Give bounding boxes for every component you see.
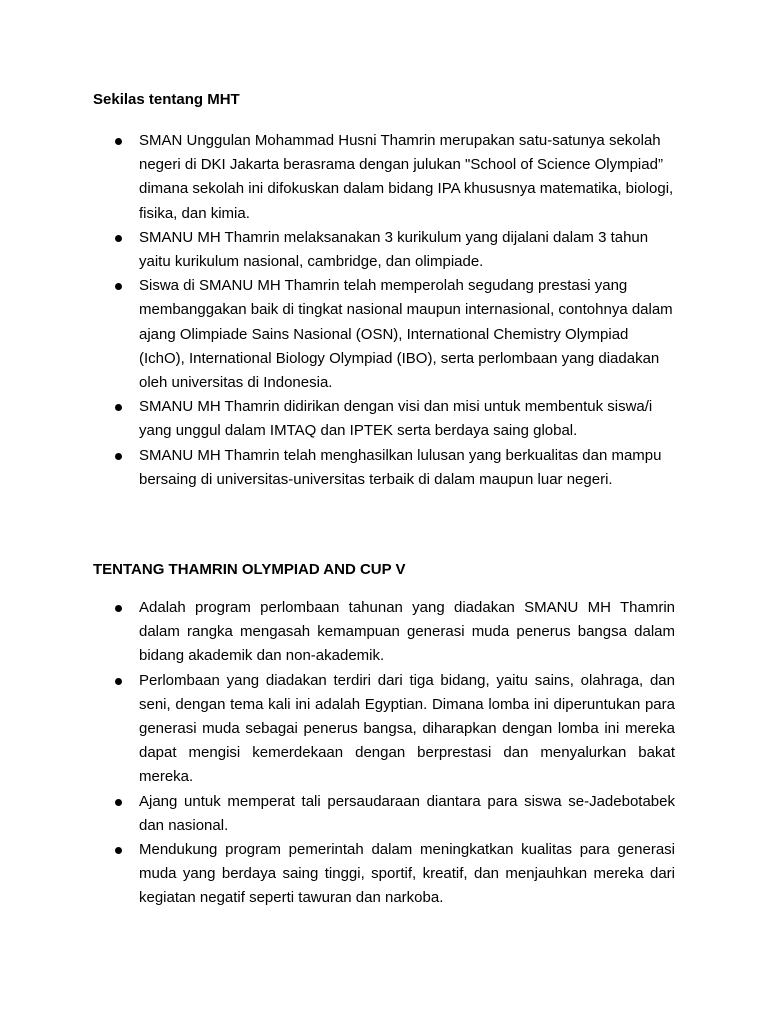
list-item: Perlombaan yang diadakan terdiri dari tiga bidang, yaitu sains, olahraga, dan seni, dengan tema kali ini adalah Egyptian. Dimana lomba ini diperuntukan para generasi muda sebagai penerus bangsa, diharapkan dengan lomba ini mereka dapat mengisi kemerdekaan dengan berprestasi dan menyalurkan bakat mereka. <box>113 669 675 790</box>
bullet-list-sekilas <box>113 129 675 492</box>
list-item: SMANU MH Thamrin didirikan dengan visi dan misi untuk membentuk siswa/i yang unggul dalam IMTAQ dan IPTEK serta berdaya saing global. <box>113 395 675 443</box>
list-item: Mendukung program pemerintah dalam meningkatkan kualitas para generasi muda yang berdaya saing tinggi, sportif, kreatif, dan menjauhkan mereka dari kegiatan negatif seperti tawuran dan narkoba. <box>113 838 675 911</box>
list-item: SMANU MH Thamrin melaksanakan 3 kurikulum yang dijalani dalam 3 tahun yaitu kurikulum nasional, cambridge, dan olimpiade. <box>113 226 675 274</box>
list-item: Ajang untuk memperat tali persaudaraan diantara para siswa se-Jadebotabek dan nasional. <box>113 790 675 838</box>
list-item: SMAN Unggulan Mohammad Husni Thamrin merupakan satu-satunya sekolah negeri di DKI Jakarta berasrama dengan julukan "School of Science Olympiad” dimana sekolah ini difokuskan dalam bidang IPA khususnya matematika, biologi, fisika, dan kimia. <box>113 129 675 226</box>
list-item: Siswa di SMANU MH Thamrin telah memperolah segudang prestasi yang membanggakan baik di tingkat nasional maupun internasional, contohnya dalam ajang Olimpiade Sains Nasional (OSN), International Chemistry Olympiad (IchO), International Biology Olympiad (IBO), serta perlombaan yang diadakan oleh universitas di Indonesia. <box>113 274 675 395</box>
bullet-list-tentang <box>113 596 675 911</box>
section-title-tentang: TENTANG THAMRIN OLYMPIAD AND CUP V <box>93 561 406 578</box>
section-title-sekilas: Sekilas tentang MHT <box>93 91 240 108</box>
list-item: SMANU MH Thamrin telah menghasilkan lulusan yang berkualitas dan mampu bersaing di universitas-universitas terbaik di dalam maupun luar negeri. <box>113 444 675 492</box>
list-item: Adalah program perlombaan tahunan yang diadakan SMANU MH Thamrin dalam rangka mengasah kemampuan generasi muda penerus bangsa dalam bidang akademik dan non-akademik. <box>113 596 675 669</box>
